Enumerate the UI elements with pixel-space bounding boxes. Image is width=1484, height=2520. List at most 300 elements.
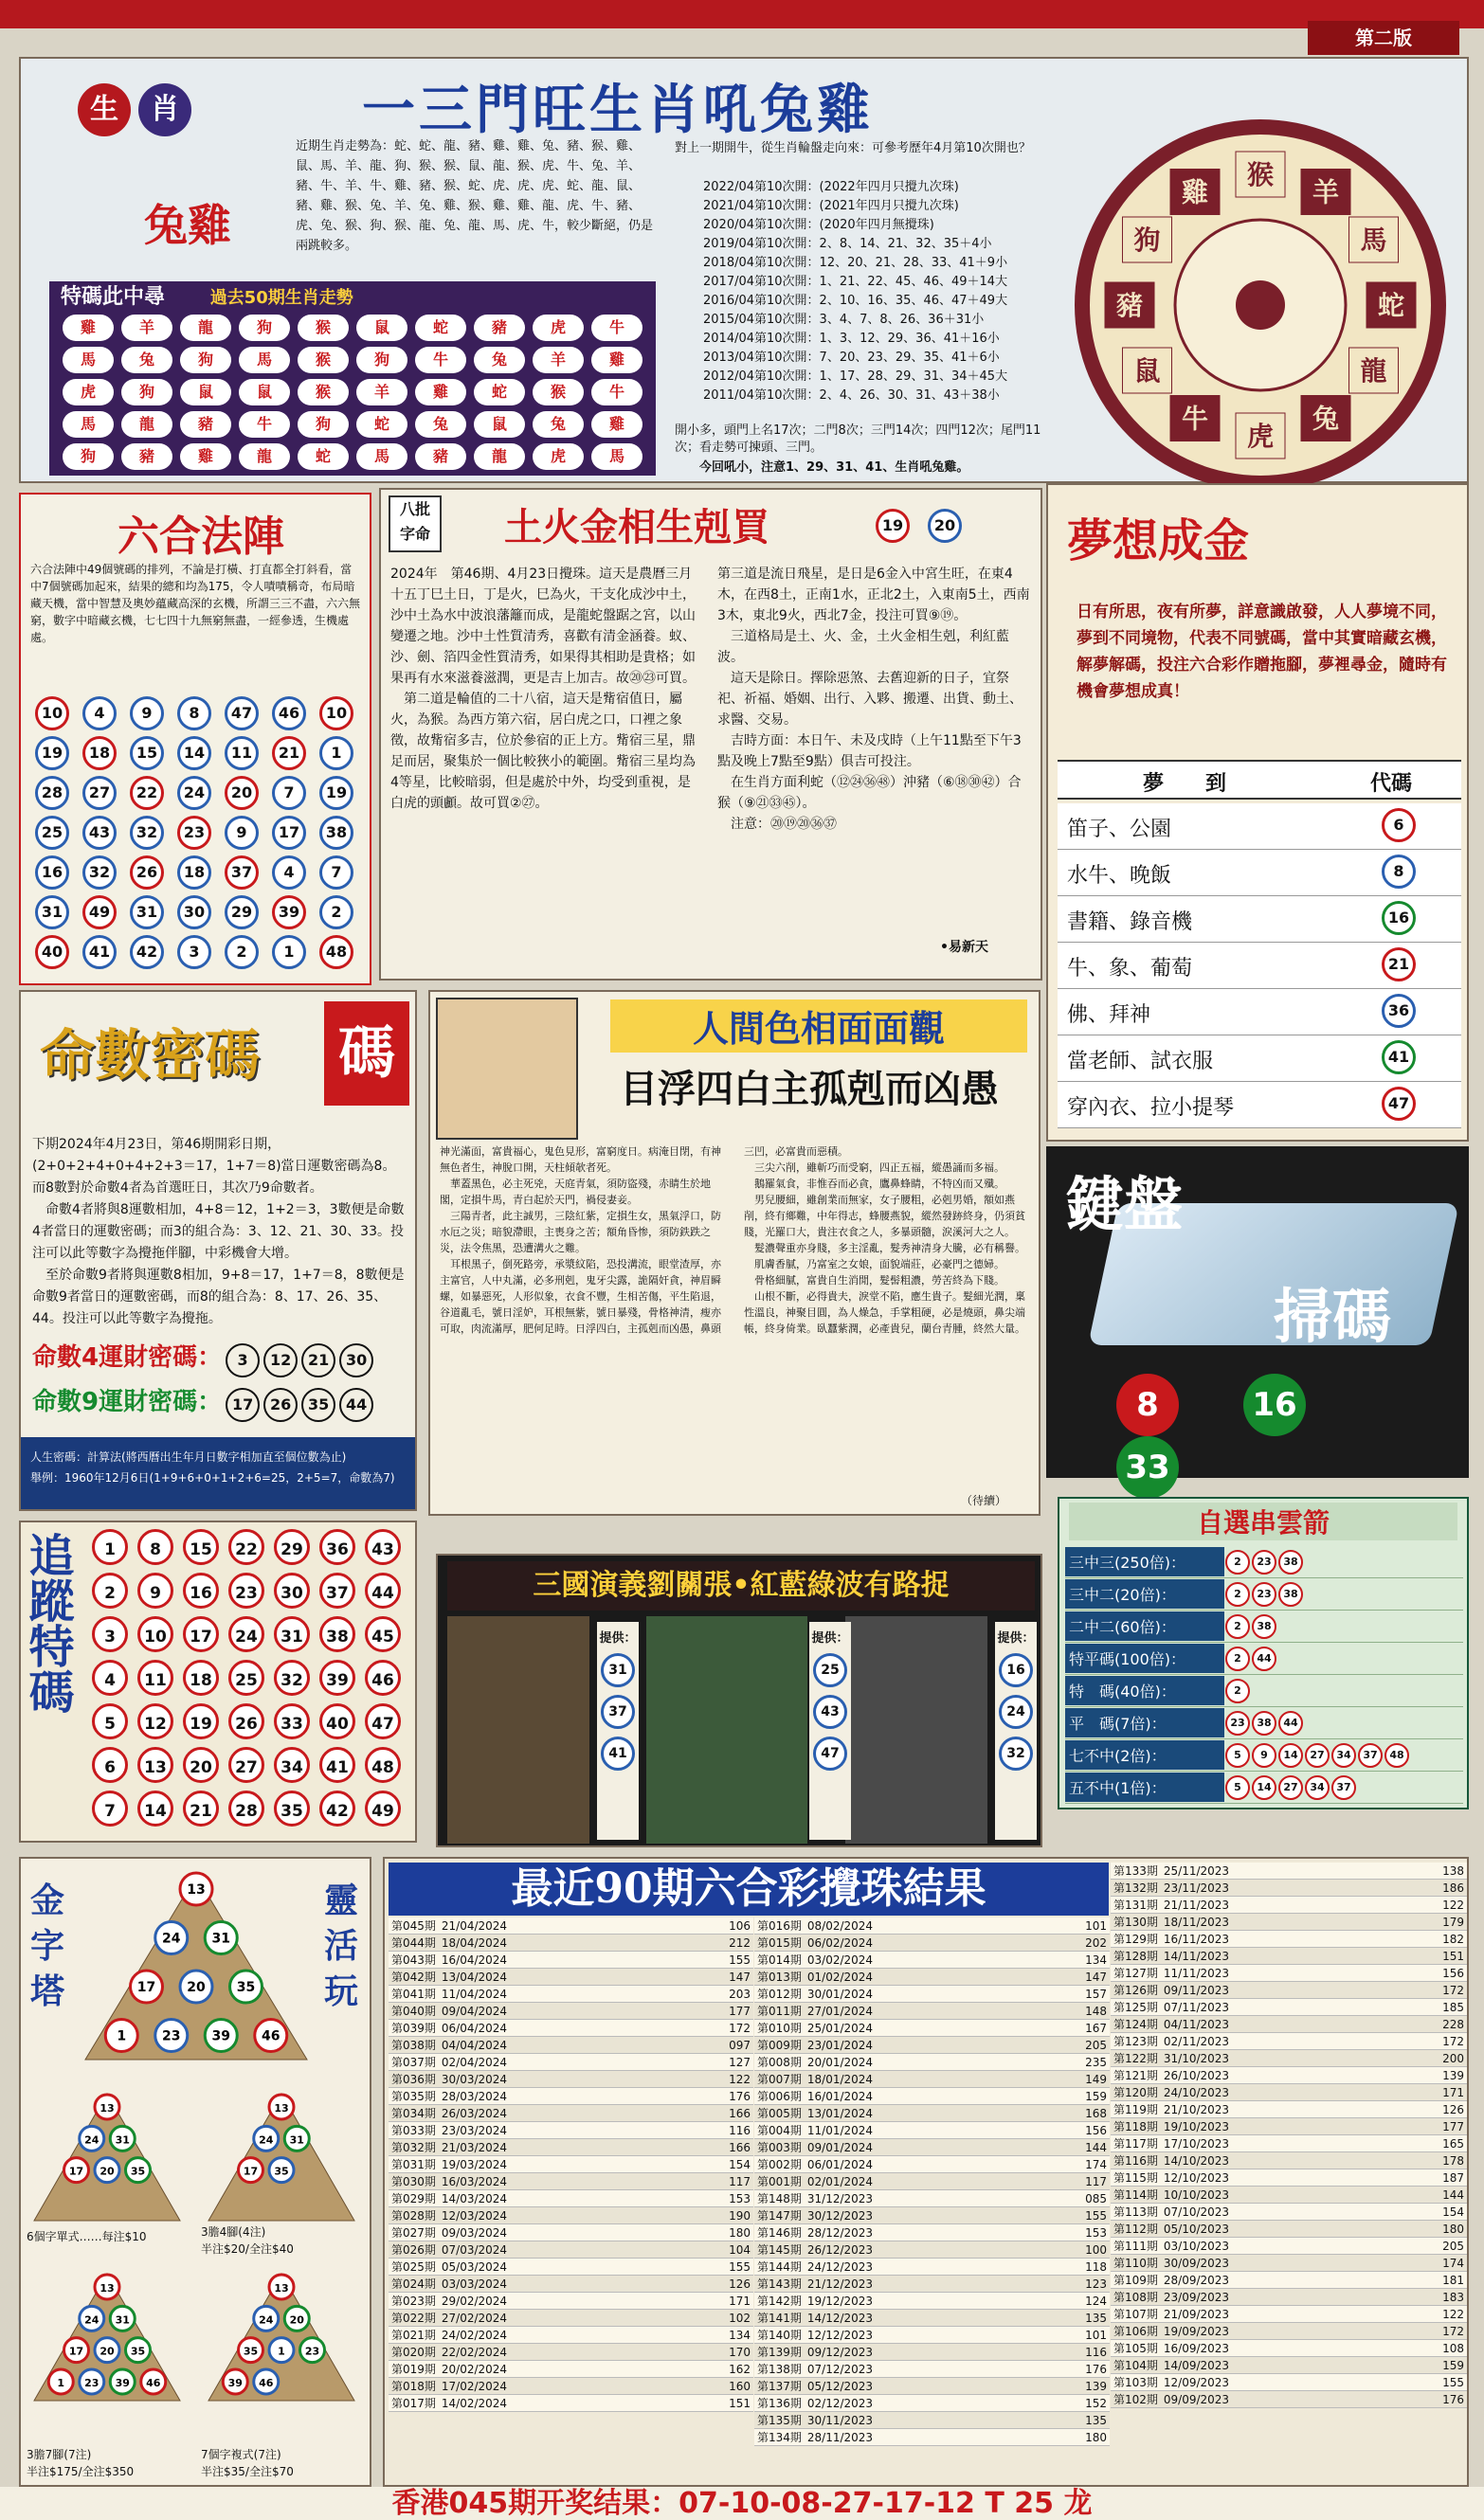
results-cell: 16/04/2024 [439,1952,726,1969]
results-row [389,2122,753,2139]
zhuizong-cell: 2 [92,1573,128,1609]
results-cell: 07/10/2023 [1161,2204,1439,2221]
mingshu-number: 26 [263,1388,298,1422]
zhuizong-cell: 46 [365,1660,401,1696]
pyramid-number: 35 [130,2165,146,2178]
results-cell: 21/03/2024 [439,2139,726,2156]
pyramid-number: 23 [162,2028,181,2044]
pyramid-4 [201,2266,362,2408]
dream-col-dream: 夢 到 [1143,772,1227,796]
zixuan-rows [1065,1546,1463,1806]
results-cell: 149 [1082,2071,1110,2088]
pyramid-number: 24 [259,2133,274,2147]
zodiac-table-title: 特碼此中尋 [61,285,166,309]
liuhe-cell: 22 [130,776,164,810]
zodiac-cell: 蛇 [415,315,466,341]
results-cell: 28/11/2023 [805,2429,1082,2446]
results-cell: 第131期 [1111,1897,1161,1914]
history-line: 2015/04第10次開：3、4、7、8、26、36＋31小 [703,313,985,327]
results-cell: 122 [1439,2306,1467,2323]
results-cell: 16/03/2024 [439,2173,726,2190]
wheel-zodiac: 鼠 [1133,355,1161,387]
keyboard-panel [1046,1146,1469,1486]
results-cell: 07/03/2024 [439,2241,726,2259]
sanguo-number: 47 [813,1737,847,1771]
results-row [1111,1897,1467,1914]
zixuan-number: 48 [1384,1743,1409,1768]
results-cell: 187 [1439,2169,1467,2187]
pyramid-label-right [324,1878,362,2020]
results-cell: 23/01/2024 [805,2037,1082,2054]
results-cell: 116 [1082,2344,1110,2361]
zhuizong-row [87,1570,414,1613]
results-cell: 177 [1439,2118,1467,2135]
results-cell: 第119期 [1111,2101,1161,2118]
liuhe-cell: 19 [319,776,353,810]
results-cell: 106 [726,1917,753,1935]
zixuan-row [1065,1739,1463,1772]
zixuan-row [1065,1675,1463,1707]
results-cell: 第034期 [389,2105,439,2122]
sanguo-number: 43 [813,1695,847,1729]
results-cell: 156 [1082,2122,1110,2139]
liuhe-cell: 39 [272,895,306,929]
pyramid-number: 13 [100,2102,115,2115]
results-cell: 139 [1082,2378,1110,2395]
wheel-zodiac: 龍 [1360,355,1387,387]
results-cell: 154 [1439,2204,1467,2221]
results-cell: 190 [726,2207,753,2224]
pyramid-number: 46 [146,2377,161,2389]
history-line: 2021/04第10次開：(2021年四月只攪九次珠) [703,199,959,213]
keyboard-number: 33 [1116,1436,1179,1499]
results-cell: 12/09/2023 [1161,2374,1439,2391]
zodiac-cell: 龍 [474,443,525,470]
results-cell: 第132期 [1111,1880,1161,1897]
results-row [754,2395,1110,2412]
results-cell: 108 [1439,2340,1467,2357]
results-cell: 144 [1082,2139,1110,2156]
results-cell: 14/11/2023 [1161,1948,1439,1965]
zhuizong-grid [87,1526,414,1839]
results-cell: 第116期 [1111,2152,1161,2169]
zodiac-cell: 鼠 [474,411,525,438]
results-row [389,2156,753,2173]
mingshu-foot-2: 舉例：1960年12月6日(1+9+6+0+1+2+6=25，2+5=7，命數為7) [30,1471,395,1485]
results-cell: 205 [1439,2238,1467,2255]
liuhe-cell: 29 [225,895,259,929]
zodiac-row [51,441,654,473]
results-cell: 156 [1439,1965,1467,1982]
portrait-zhang [845,1616,987,1844]
results-cell: 138 [1439,1863,1467,1880]
results-cell: 151 [726,2395,753,2412]
results-cell: 166 [726,2105,753,2122]
zhuizong-cell: 18 [183,1660,219,1696]
results-cell: 09/09/2023 [1161,2391,1439,2408]
liuhe-cell: 38 [319,816,353,850]
history-line: 2017/04第10次開：1、21、22、45、46、49＋14大 [703,275,1008,289]
zhuizong-row [87,1657,414,1701]
results-cell: 147 [1082,1969,1110,1986]
results-cell: 21/10/2023 [1161,2101,1439,2118]
pyramid-main [78,1868,315,2067]
history-line: 2020/04第10次開：(2020年四月無攪珠) [703,218,934,232]
zodiac-cell: 龍 [121,411,172,438]
pyramid-3-note [27,2446,188,2484]
zhuizong-cell: 28 [228,1791,264,1827]
results-row [1111,2289,1467,2306]
zhuizong-cell: 36 [319,1529,355,1565]
zixuan-number: 2 [1225,1550,1250,1575]
results-cell: 17/02/2024 [439,2378,726,2395]
results-cell: 11/01/2024 [805,2122,1082,2139]
zodiac-cell: 馬 [63,347,114,373]
results-cell: 第032期 [389,2139,439,2156]
pyramid-number: 20 [100,2165,115,2178]
zixuan-panel [1058,1497,1469,1809]
results-row [389,2395,753,2412]
results-title: 最近90期六合彩攪珠結果 [389,1863,1109,1916]
results-cell: 25/01/2024 [805,2020,1082,2037]
results-cell: 第136期 [754,2395,805,2412]
dream-code: 6 [1382,808,1416,842]
face-continued: （待續） [961,1494,1007,1507]
results-cell: 12/12/2023 [805,2327,1082,2344]
liuhe-row [28,853,366,892]
dream-item: 書籍、錄音機 [1067,910,1193,934]
sanguo-number: 16 [999,1653,1033,1687]
pyramid-number: 20 [289,2313,304,2327]
results-cell: 第105期 [1111,2340,1161,2357]
results-cell: 19/12/2023 [805,2293,1082,2310]
results-cell: 第103期 [1111,2374,1161,2391]
liuhe-cell: 40 [35,935,69,969]
zodiac-cell: 雞 [180,443,231,470]
results-row [1111,2306,1467,2323]
wheel-zodiac: 猴 [1246,159,1275,190]
results-row [389,2003,753,2020]
bazi-panel [379,488,1042,981]
zodiac-cell: 狗 [63,443,114,470]
pyramid-number: 13 [274,2102,289,2115]
results-cell: 第142期 [754,2293,805,2310]
zhuizong-cell: 12 [137,1703,173,1739]
zodiac-cell: 狗 [239,315,290,341]
results-cell: 139 [1439,2067,1467,2084]
dream-item: 笛子、公園 [1067,818,1172,841]
bazi-number-2: 20 [928,509,962,543]
results-cell: 第008期 [754,2054,805,2071]
zodiac-cell: 鼠 [356,315,407,341]
results-cell: 154 [726,2156,753,2173]
results-cell: 第121期 [1111,2067,1161,2084]
zixuan-row [1065,1546,1463,1578]
pyramid-number: 24 [162,1931,181,1947]
mingshu-footer [21,1437,415,1509]
results-row [1111,1880,1467,1897]
zhuizong-cell: 47 [365,1703,401,1739]
dream-code: 41 [1382,1040,1416,1074]
results-row [1111,2238,1467,2255]
results-row [1111,2221,1467,2238]
dream-code: 16 [1382,901,1416,935]
liuhe-cell: 15 [130,736,164,770]
results-cell: 174 [1082,2156,1110,2173]
zixuan-number: 27 [1305,1743,1330,1768]
zhuizong-cell: 34 [274,1747,310,1783]
results-cell: 第003期 [754,2139,805,2156]
zixuan-label: 七不中(2倍)： [1065,1740,1224,1770]
dream-code: 36 [1382,994,1416,1028]
results-cell: 203 [726,1986,753,2003]
zodiac-cell: 鼠 [180,379,231,405]
results-row [754,2276,1110,2293]
results-cell: 第148期 [754,2190,805,2207]
sanguo-number: 32 [999,1737,1033,1771]
results-row [754,1969,1110,1986]
sanguo-label: 提供： [599,1631,637,1646]
results-row [754,2122,1110,2139]
results-row [754,2327,1110,2344]
results-row [389,2378,753,2395]
zhuizong-cell: 45 [365,1616,401,1652]
results-row [389,1952,753,1969]
pyramid-t6: 玩 [324,1971,359,2011]
zixuan-number: 37 [1331,1775,1356,1800]
zodiac-cell: 豬 [474,315,525,341]
results-cell: 16/11/2023 [1161,1931,1439,1948]
face-panel [428,990,1041,1516]
results-cell: 02/11/2023 [1161,2033,1439,2050]
pyramid-t5: 活 [324,1926,359,1966]
results-cell: 14/10/2023 [1161,2152,1439,2169]
zodiac-cell: 狗 [121,379,172,405]
dream-code: 21 [1382,947,1416,981]
pyramid-1-note: 6個字單式……每注$10 [27,2230,147,2243]
zodiac-cell: 虎 [533,443,584,470]
results-cell: 第019期 [389,2361,439,2378]
results-cell: 第143期 [754,2276,805,2293]
history-line: 2011/04第10次開：2、4、26、30、31、43＋38小 [703,388,1000,403]
results-cell: 135 [1082,2310,1110,2327]
results-cell: 07/12/2023 [805,2361,1082,2378]
history-line: 2014/04第10次開：1、3、12、29、36、41＋16小 [703,332,1000,346]
zodiac-cell: 猴 [533,379,584,405]
results-cell: 第115期 [1111,2169,1161,2187]
zhuizong-cell: 44 [365,1573,401,1609]
liuhe-cell: 4 [272,855,306,890]
zixuan-number: 34 [1331,1743,1356,1768]
results-cell: 06/01/2024 [805,2156,1082,2173]
zixuan-number: 34 [1305,1775,1330,1800]
zodiac-cell: 猴 [298,315,349,341]
keyboard-number: 8 [1116,1374,1179,1436]
results-cell: 第112期 [1111,2221,1161,2238]
liuhe-cell: 17 [272,816,306,850]
results-cell: 第125期 [1111,1999,1161,2016]
zixuan-number: 2 [1225,1582,1250,1607]
pyramid-2-note [201,2223,362,2261]
results-cell: 28/03/2024 [439,2088,726,2105]
zhuizong-cell: 40 [319,1703,355,1739]
liuhe-cell: 31 [130,895,164,929]
zhuizong-cell: 35 [274,1791,310,1827]
dream-item: 當老師、試衣服 [1067,1050,1214,1073]
bazi-number-1: 19 [876,509,910,543]
results-cell: 第024期 [389,2276,439,2293]
sanguo-label: 提供： [997,1631,1035,1646]
results-cell: 180 [1439,2221,1467,2238]
liuhe-cell: 18 [82,736,117,770]
results-cell: 12/10/2023 [1161,2169,1439,2187]
results-cell: 第128期 [1111,1948,1161,1965]
liuhe-cell: 11 [225,736,259,770]
results-row [1111,2118,1467,2135]
liuhe-cell: 32 [130,816,164,850]
zhuizong-cell: 6 [92,1747,128,1783]
results-cell: 17/10/2023 [1161,2135,1439,2152]
zhuizong-cell: 25 [228,1660,264,1696]
results-row [389,1917,753,1935]
dream-row [1058,850,1461,896]
zhuizong-cell: 33 [274,1703,310,1739]
results-cell: 134 [726,2327,753,2344]
zodiac-cell: 兔 [121,347,172,373]
results-row [1111,2340,1467,2357]
dream-rows [1058,803,1461,1135]
results-cell: 177 [726,2003,753,2020]
results-cell: 24/02/2024 [439,2327,726,2344]
wheel-zodiac: 馬 [1360,225,1387,256]
wheel-zodiac: 牛 [1181,403,1209,435]
results-cell: 14/12/2023 [805,2310,1082,2327]
results-row [754,2310,1110,2327]
mingshu-number: 3 [226,1343,260,1377]
zodiac-cell: 雞 [415,379,466,405]
results-cell: 11/04/2024 [439,1986,726,2003]
keyboard-title-2: 掃碼 [1274,1282,1392,1351]
liuhe-cell: 2 [225,935,259,969]
results-cell: 104 [726,2241,753,2259]
results-cell: 第146期 [754,2224,805,2241]
results-cell: 09/01/2024 [805,2139,1082,2156]
zhuizong-cell: 16 [183,1573,219,1609]
results-cell: 167 [1082,2020,1110,2037]
results-row [754,2259,1110,2276]
pyramid-4-note [201,2446,362,2484]
results-cell: 第023期 [389,2293,439,2310]
zodiac-cell: 羊 [121,315,172,341]
results-cell: 10/10/2023 [1161,2187,1439,2204]
mingshu-line-2 [32,1382,411,1424]
results-row [1111,1863,1467,1880]
results-table-1 [389,1917,753,2412]
dream-row [1058,803,1461,850]
liuhe-grid [28,693,366,978]
sanguo-numbers-2 [809,1622,851,1840]
zhuizong-row [87,1788,414,1831]
results-cell: 117 [726,2173,753,2190]
results-cell: 第110期 [1111,2255,1161,2272]
results-cell: 127 [726,2054,753,2071]
zodiac-cell: 雞 [63,315,114,341]
face-title: 人間色相面面觀 [610,999,1027,1053]
zixuan-number: 14 [1252,1775,1276,1800]
pyramid-number: 24 [259,2313,274,2327]
top-section [19,57,1469,483]
results-row [389,2327,753,2344]
results-row [389,2071,753,2088]
liuhe-cell: 48 [319,935,353,969]
liuhe-cell: 7 [319,855,353,890]
results-cell: 14/02/2024 [439,2395,726,2412]
results-cell: 29/02/2024 [439,2293,726,2310]
results-cell: 124 [1082,2293,1110,2310]
results-cell: 07/11/2023 [1161,1999,1439,2016]
dream-panel [1046,483,1469,1142]
results-cell: 147 [726,1969,753,1986]
results-row [1111,2169,1467,2187]
zhuizong-cell: 30 [274,1573,310,1609]
results-cell: 第108期 [1111,2289,1161,2306]
results-row [389,2310,753,2327]
dream-title: 夢想成金 [1067,514,1250,567]
results-cell: 23/03/2024 [439,2122,726,2139]
ref-note: 開小多，頭門上名17次；二門8次；三門14次；四門12次；尾門11次；看走勢可揀頭、三門。 [675,423,1041,455]
results-cell: 第001期 [754,2173,805,2190]
results-cell: 122 [1439,1897,1467,1914]
zodiac-cell: 鼠 [239,379,290,405]
zixuan-number: 2 [1225,1679,1250,1703]
dream-row [1058,943,1461,989]
pyramid-number: 35 [243,2345,259,2358]
zodiac-cell: 兔 [415,411,466,438]
liuhe-cell: 3 [177,935,211,969]
zodiac-cell: 牛 [591,379,642,405]
results-cell: 第113期 [1111,2204,1161,2221]
results-cell: 09/12/2023 [805,2344,1082,2361]
results-cell: 28/09/2023 [1161,2272,1439,2289]
results-cell: 134 [1082,1952,1110,1969]
liuhe-cell: 4 [82,696,117,730]
results-row [754,2378,1110,2395]
zodiac-cell: 馬 [239,347,290,373]
pyramid-number: 35 [130,2345,146,2358]
results-row [754,2105,1110,2122]
pyramid-3 [27,2266,188,2408]
zixuan-label: 三中二(20倍)： [1065,1579,1224,1609]
results-cell: 09/03/2024 [439,2224,726,2241]
results-cell: 第036期 [389,2071,439,2088]
pyramid-number: 17 [136,1980,156,1996]
results-row [754,1952,1110,1969]
zhuizong-cell: 17 [183,1616,219,1652]
zixuan-label: 二中二(60倍)： [1065,1611,1224,1641]
results-row [389,2054,753,2071]
liuhe-cell: 10 [319,696,353,730]
zixuan-number: 5 [1225,1775,1250,1800]
results-row [754,2088,1110,2105]
results-row [754,1935,1110,1952]
results-cell: 176 [1439,2391,1467,2408]
results-cell: 102 [726,2310,753,2327]
results-cell: 155 [1082,2207,1110,2224]
results-cell: 第018期 [389,2378,439,2395]
zhuizong-cell: 48 [365,1747,401,1783]
dream-code: 47 [1382,1087,1416,1121]
results-cell: 第037期 [389,2054,439,2071]
